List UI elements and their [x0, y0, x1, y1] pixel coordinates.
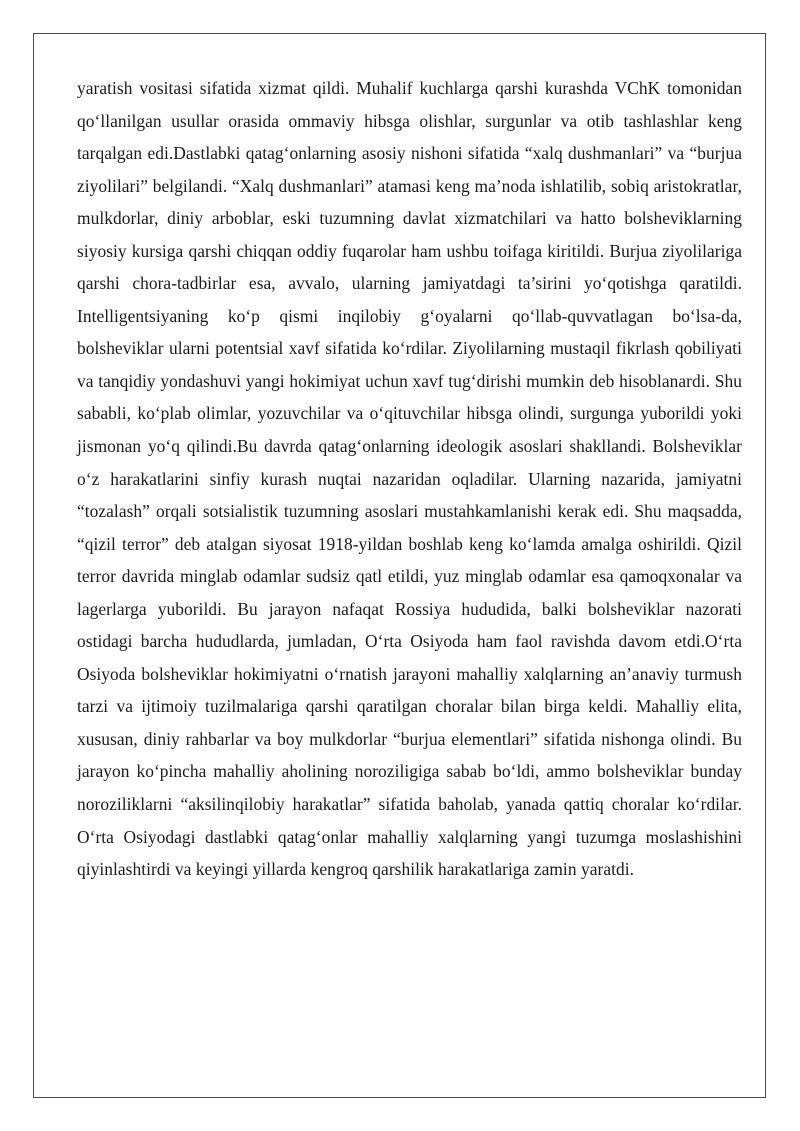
- body-paragraph: yaratish vositasi sifatida xizmat qildi. Muhalif kuchlarga qarshi kurashda VChK tomonidan qo‘llanilgan usullar orasida ommaviy hibsga olishlar, surgunlar va otib tashlashlar keng tarqalgan edi.Dastlabki qatag‘onlarning asosiy nishoni sifatida “xalq dushmanlari” va “burjua ziyolilari” belgilandi. “Xalq dushmanlari” atamasi keng ma’noda ishlatilib, sobiq aristokratlar, mulkdorlar, diniy arboblar, eski tuzumning davlat xizmatchilari va hatto bolsheviklarning siyosiy kursiga qarshi chiqqan oddiy fuqarolar ham ushbu toifaga kiritildi. Burjua ziyolilariga qarshi chora-tadbirlar esa, avvalo, ularning jamiyatdagi ta’sirini yo‘qotishga qaratildi. Intelligentsiyaning ko‘p qismi inqilobiy g‘oyalarni qo‘llab-quvvatlagan bo‘lsa-da, bolsheviklar ularni potentsial xavf sifatida ko‘rdilar. Ziyolilarning mustaqil fikrlash qobiliyati va tanqidiy yondashuvi yangi hokimiyat uchun xavf tug‘dirishi mumkin deb hisoblanardi. Shu sababli, ko‘plab olimlar, yozuvchilar va o‘qituvchilar hibsga olindi, surgunga yuborildi yoki jismonan yo‘q qilindi.Bu davrda qatag‘onlarning ideologik asoslari shakllandi. Bolsheviklar o‘z harakatlarini sinfiy kurash nuqtai nazaridan oqladilar. Ularning nazarida, jamiyatni “tozalash” orqali sotsialistik tuzumning asoslari mustahkamlanishi kerak edi. Shu maqsadda, “qizil terror” deb atalgan siyosat 1918-yildan boshlab keng ko‘lamda amalga oshirildi. Qizil terror davrida minglab odamlar sudsiz qatl etildi, yuz minglab odamlar esa qamoqxonalar va lagerlarga yuborildi. Bu jarayon nafaqat Rossiya hududida, balki bolsheviklar nazorati ostidagi barcha hududlarda, jumladan, O‘rta Osiyoda ham faol ravishda davom etdi.O‘rta Osiyoda bolsheviklar hokimiyatni o‘rnatish jarayoni mahalliy xalqlarning an’anaviy turmush tarzi va ijtimoiy tuzilmalariga qarshi qaratilgan choralar bilan birga keldi. Mahalliy elita, xususan, diniy rahbarlar va boy mulkdorlar “burjua elementlari” sifatida nishonga olindi. Bu jarayon ko‘pincha mahalliy aholining noroziligiga sabab bo‘ldi, ammo bolsheviklar bunday noroziliklarni “aksilinqilobiy harakatlar” sifatida baholab, yanada qattiq choralar ko‘rdilar. O‘rta Osiyodagi dastlabki qatag‘onlar mahalliy xalqlarning yangi tuzumga moslashishini qiyinlashtirdi va keyingi yillarda kengroq qarshilik harakatlariga zamin yaratdi.: [77, 78, 742, 880]
